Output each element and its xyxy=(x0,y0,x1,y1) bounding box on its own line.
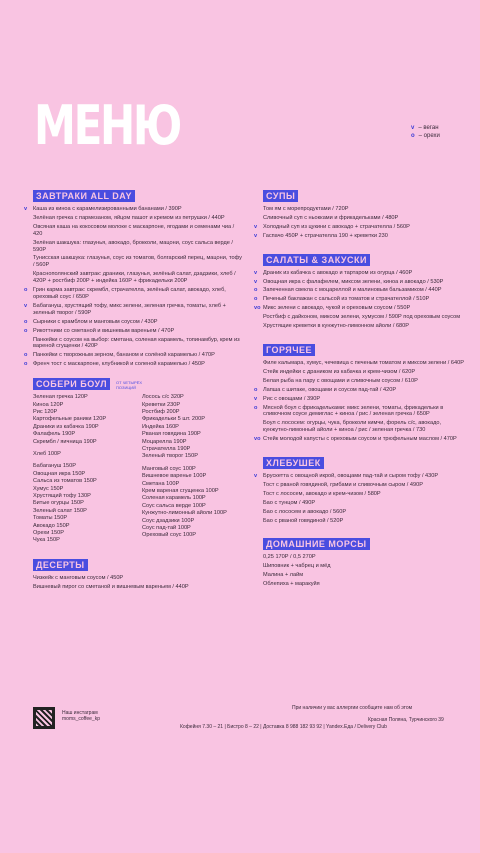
menu-item-text: Том ям с морепродуктами / 720Р xyxy=(263,206,349,212)
menu-item xyxy=(254,269,468,277)
dietary-mark: o xyxy=(24,287,28,294)
qr-code-icon[interactable] xyxy=(33,707,55,729)
section-title: ЗАВТРАКИ ALL DAY xyxy=(33,190,135,202)
bowl-item: Рваная говядина 190Р xyxy=(142,431,201,438)
menu-item xyxy=(254,287,468,294)
section-bread xyxy=(254,453,468,524)
section-hot xyxy=(254,340,468,443)
menu-item xyxy=(263,323,468,330)
bowl-item: Зеленый творог 150Р xyxy=(142,453,198,460)
dietary-mark: o xyxy=(24,327,28,334)
menu-item xyxy=(263,482,468,489)
menu-item xyxy=(254,223,468,231)
menu-item-text: Малина + лайм xyxy=(263,572,304,579)
bowl-item: Томаты 150Р xyxy=(33,515,68,522)
menu-item-text: Печеный баклажан с сальсой из томатов и страчателлой / 510Р xyxy=(263,296,430,303)
bowl-item: Рис 120Р xyxy=(33,408,58,415)
menu-title: МЕНЮ xyxy=(34,94,181,157)
section-bowl xyxy=(33,378,245,545)
bowl-item: Страчателла 190Р xyxy=(142,445,191,452)
menu-item xyxy=(254,436,468,443)
menu-item xyxy=(24,287,245,301)
menu-item-text: Тунисская шакшука: глазунья, соус из томатов, болгарский перец, мацони, тофу / 560Р xyxy=(33,255,242,269)
menu-item-text: Зелёная гречка с пармезаном, яйцом пашот и кремом из петрушки / 440Р xyxy=(33,214,225,221)
menu-item xyxy=(33,240,245,254)
menu-item-text: Бабагануш, хрустящий тофу, микс зелени, зеленая гречка, томаты, хлеб + зеленый творог / 590Р xyxy=(33,302,226,316)
bowl-item: Манговый соус 100Р xyxy=(142,465,196,472)
menu-item-text: Бао с рваной говядиной / 520Р xyxy=(263,517,344,524)
dietary-mark: v xyxy=(24,206,28,212)
bowl-item: Киноа 120Р xyxy=(33,401,64,408)
menu-item xyxy=(263,554,468,561)
bowl-item: Крем вареная сгущенка 100Р xyxy=(142,488,219,494)
dietary-mark: o xyxy=(254,404,258,411)
menu-item xyxy=(33,215,245,222)
legend-symbol: v xyxy=(411,125,415,131)
menu-item xyxy=(263,563,468,570)
menu-item-text: Гаспачо 450Р + страчателла 190 + креветки 230 xyxy=(263,232,388,239)
menu-item-text: Мясной боул с фрикадельками: микс зелени, томаты, фрикадельки в сливочном соусе демиглас + киноа / рис / зеленая гречка / 650Р xyxy=(263,404,444,418)
legend-row xyxy=(411,132,440,140)
contacts: Кофейня 7.30 – 21 | Бистро 8 – 22 | Доставка 8 988 182 93 92 | Yandex.Еда / Delivery Club xyxy=(180,724,387,730)
menu-item-text: Боул с лососем: огурцы, чука, брокколи кимчи, форель с/с, авокадо, кунжутно-лимонный айоли + киноа / рис / зеленая гречка / 730 xyxy=(263,420,442,434)
menu-item xyxy=(263,206,468,213)
bowl-item: Хумус 150Р xyxy=(33,485,64,492)
dietary-mark: o xyxy=(24,318,28,325)
menu-item xyxy=(263,215,468,222)
menu-item xyxy=(263,581,468,588)
menu-item-text: Сливочный суп с ньокками и фрикадельками / 480Р xyxy=(263,214,399,221)
menu-item xyxy=(263,509,468,516)
menu-item xyxy=(254,386,468,394)
menu-item-text: Брускетта с овощной икрой, овощами пад-тай и сыром тофу / 430Р xyxy=(263,473,439,480)
menu-item-text: Грин карма завтрак: скрембл, страчателла, зелёный салат, авокадо, хлеб, ореховый соус / 650Р xyxy=(33,287,226,300)
menu-item-text: Рис с овощами / 390Р xyxy=(263,395,321,402)
bowl-item: Битые огурцы 150Р xyxy=(33,500,84,507)
bowl-item: Лосось с/с 320Р xyxy=(142,394,184,401)
menu-item-text: Бао с тунцом / 490Р xyxy=(263,499,316,506)
bowl-item: Авокадо 150Р xyxy=(33,522,70,529)
bowl-item: Фрикадельки 5 шт. 200Р xyxy=(142,416,205,423)
bowl-item: Соус дзадзики 100Р xyxy=(142,517,195,524)
section-soups xyxy=(254,186,468,240)
menu-item xyxy=(33,271,245,285)
dietary-mark: v xyxy=(254,232,258,239)
dietary-mark: v xyxy=(24,302,28,309)
menu-item xyxy=(254,232,468,240)
bowl-item: Вишневое варенье 100Р xyxy=(142,473,207,480)
bowl-item: Ореховый соус 100Р xyxy=(142,532,197,539)
section-title: САЛАТЫ & ЗАКУСКИ xyxy=(263,254,370,266)
dietary-mark: v xyxy=(254,473,258,480)
menu-item-text: Панкейки с соусом на выбор: сметана, соленая карамель, топинамбур, крем из вареной сгущенки / 420Р xyxy=(33,336,240,350)
menu-item-text: Холодный суп из цукини с авокадо + страчателла / 560Р xyxy=(263,223,410,230)
left-column xyxy=(24,186,245,601)
dietary-mark: vo xyxy=(254,436,261,443)
menu-item xyxy=(263,518,468,525)
menu-item-text: Филе кальмара, хумус, чечевица с печеным томатом и миксом зелени / 640Р xyxy=(263,359,464,366)
dietary-mark: o xyxy=(24,361,28,368)
menu-item xyxy=(24,302,245,317)
menu-item-text: Тост с рваной говядиной, грибами и сливочным сыром / 490Р xyxy=(263,481,423,488)
menu-item-text: Панкейки с творожным зерном, бананом и солёной карамелью / 470Р xyxy=(33,352,215,359)
bowl-item: Хрустящий тофу 130Р xyxy=(33,493,91,499)
menu-item-text: Облепиха + маракуйя xyxy=(263,581,320,588)
bowl-item: Моцарелла 190Р xyxy=(142,438,187,445)
menu-item-text: Овсяная каша на кокосовом молоке с маскарпоне, ягодами и семенами чиа / 420 xyxy=(33,223,235,237)
menu-item-text: Френч тост с маскарпоне, клубникой и соленой карамелью / 450Р xyxy=(33,361,205,368)
bowl-item: Соленая карамель 100Р xyxy=(142,495,206,502)
menu-item xyxy=(263,378,468,385)
section-title: СУПЫ xyxy=(263,190,298,202)
menu-item xyxy=(263,572,468,579)
bowl-item: Креветки 230Р xyxy=(142,401,181,408)
bowl-item: Овощная икра 150Р xyxy=(33,470,86,477)
menu-item xyxy=(24,327,245,335)
menu-item xyxy=(33,255,245,269)
menu-item xyxy=(263,500,468,507)
menu-item xyxy=(263,420,468,434)
menu-item-text: Чизкейк с манговым соусом / 450Р xyxy=(33,574,124,581)
address: Красная Поляна, Турчинского 39 xyxy=(368,717,444,723)
section-title: СОБЕРИ БОУЛ xyxy=(33,378,110,390)
dietary-mark: o xyxy=(254,296,258,303)
section-breakfast xyxy=(24,186,245,368)
dietary-mark: o xyxy=(254,386,258,393)
menu-item xyxy=(33,224,245,238)
menu-item-text: Хрустящие креветки в кунжутно-лимонном айоли / 680Р xyxy=(263,323,410,330)
menu-item xyxy=(24,206,245,213)
dietary-mark: v xyxy=(254,278,258,285)
instagram-info xyxy=(62,710,100,722)
menu-item-text: Драник из кабачка с авокадо и тартаром из огурца / 460Р xyxy=(263,269,413,276)
menu-item xyxy=(254,404,468,419)
menu-item xyxy=(24,361,245,368)
bowl-item: Орехи 150Р xyxy=(33,530,64,537)
menu-item xyxy=(254,395,468,403)
section-title: ДОМАШНИЕ МОРСЫ xyxy=(263,538,370,550)
bowl-item: Чука 150Р xyxy=(33,537,60,544)
menu-item-text: Овощная икра с фалафелем, миксом зелени, киноа и авокадо / 530Р xyxy=(263,278,444,285)
menu-item-text: Микс зелени с авокадо, чукой и ореховым соусом / 550Р xyxy=(263,305,411,312)
menu-item-text: Стейк молодой капусты с ореховым соусом и трюфельным маслом / 470Р xyxy=(263,436,457,443)
menu-item xyxy=(33,575,245,582)
right-column xyxy=(254,186,468,598)
bowl-item: Картофельные раники 120Р xyxy=(33,416,107,423)
menu-item-text: Ростбиф с дайконом, миксом зелени, хумусом / 590Р под ореховым соусом xyxy=(263,314,461,321)
bowl-item: Фалафель 190Р xyxy=(33,431,76,438)
bowl-item: Зеленая гречка 120Р xyxy=(33,394,88,401)
legend-label: – веган xyxy=(418,125,439,131)
section-title: ГОРЯЧЕЕ xyxy=(263,344,315,356)
menu-item-text: Стейк индейки с драником из кабачка и крем-чизом / 620Р xyxy=(263,368,416,375)
bowl-item: Хлеб 100Р xyxy=(33,450,61,457)
menu-item-text: Шиповник + чабрец и мёд xyxy=(263,563,331,570)
bowl-item: Кунжутно-лимонный айоли 100Р xyxy=(142,510,227,517)
bowl-item: Скрембл / яичница 190Р xyxy=(33,438,97,445)
menu-item-text: Тост с лососем, авокадо и крем-чизом / 580Р xyxy=(263,490,381,497)
menu-item-text: 0,25 170Р / 0,5 270Р xyxy=(263,554,316,561)
section-title: ДЕСЕРТЫ xyxy=(33,559,88,571)
menu-item xyxy=(254,296,468,303)
menu-item-text: Запеченная свекла с моцареллой и малиновым бальзамиком / 440Р xyxy=(263,287,442,294)
menu-item-text: Каша из киноа с карамелизированными бананами / 390Р xyxy=(33,206,182,212)
legend-symbol: o xyxy=(411,133,415,139)
menu-item xyxy=(24,318,245,326)
menu-item-text: Вишневый пирог со сметаной и вишневым вареньем / 440Р xyxy=(33,583,189,590)
menu-item xyxy=(254,278,468,286)
menu-item-text: Бао с лососем и авокадо / 560Р xyxy=(263,508,347,515)
bowl-item: Ростбиф 200Р xyxy=(142,408,180,415)
bowl-item: Зеленый салат 150Р xyxy=(33,507,87,514)
instagram-handle[interactable]: moms_coffee_kp xyxy=(62,716,100,722)
menu-item-text: Лапша с шитаке, овощами и соусом пад-тай / 420Р xyxy=(263,386,397,393)
instagram-label: Наш инстаграм xyxy=(62,710,98,716)
menu-item xyxy=(254,305,468,312)
allergy-note: При наличии у вас аллергии сообщите нам об этом xyxy=(292,705,413,711)
dietary-mark: o xyxy=(254,287,258,294)
section-title: ХЛЕБУШЕК xyxy=(263,457,324,469)
menu-item xyxy=(263,360,468,367)
menu-item xyxy=(24,352,245,359)
menu-item xyxy=(33,584,245,591)
dietary-mark: o xyxy=(24,352,28,359)
bowl-item: Соус сальса верде 100Р xyxy=(142,502,206,509)
menu-item-text: Рикоттники со сметаной и вишневым вареньем / 470Р xyxy=(33,327,175,334)
legend-row xyxy=(411,124,440,132)
menu-item-text: Краснополянский завтрак: драники, глазунья, зелёный салат, дзадзики, хлеб / 420Р + ростбиф 200Р + индейка 160Р + фрикадельки 200Р xyxy=(33,271,236,285)
section-desserts xyxy=(33,555,245,591)
bowl-item: Сметана 100Р xyxy=(142,480,180,487)
menu-item xyxy=(254,473,468,480)
bowl-note: ОТ ЧЕТЫРЁХ ПОЗИЦИЙ xyxy=(116,380,143,391)
section-salads xyxy=(254,250,468,330)
section-morse xyxy=(263,534,468,588)
bowl-item: Соус пад-тай 100Р xyxy=(142,525,191,532)
bowl-item: Драники из кабачка 190Р xyxy=(33,423,99,430)
menu-item xyxy=(263,314,468,321)
legend-label: – орехи xyxy=(418,133,440,139)
bowl-item: Бабагануш 150Р xyxy=(33,463,76,470)
menu-item xyxy=(263,491,468,498)
dietary-mark: v xyxy=(254,223,258,230)
menu-item xyxy=(33,337,245,351)
dietary-mark: v xyxy=(254,269,258,276)
dietary-mark: v xyxy=(254,395,258,402)
bowl-item: Индейка 160Р xyxy=(142,423,179,430)
bowl-item: Сальса из томатов 150Р xyxy=(33,478,97,485)
menu-item xyxy=(263,369,468,376)
menu-item-text: Белая рыба на пару с овощами и сливочным соусом / 610Р xyxy=(263,377,418,384)
dietary-mark: vo xyxy=(254,305,261,312)
legend xyxy=(411,124,440,140)
menu-item-text: Зелёная шакшука: глазунья, авокадо, брокколи, мацони, соус сальса верде / 590Р xyxy=(33,239,233,253)
menu-item-text: Сырники с крамблом и манговым соусом / 430Р xyxy=(33,318,158,325)
